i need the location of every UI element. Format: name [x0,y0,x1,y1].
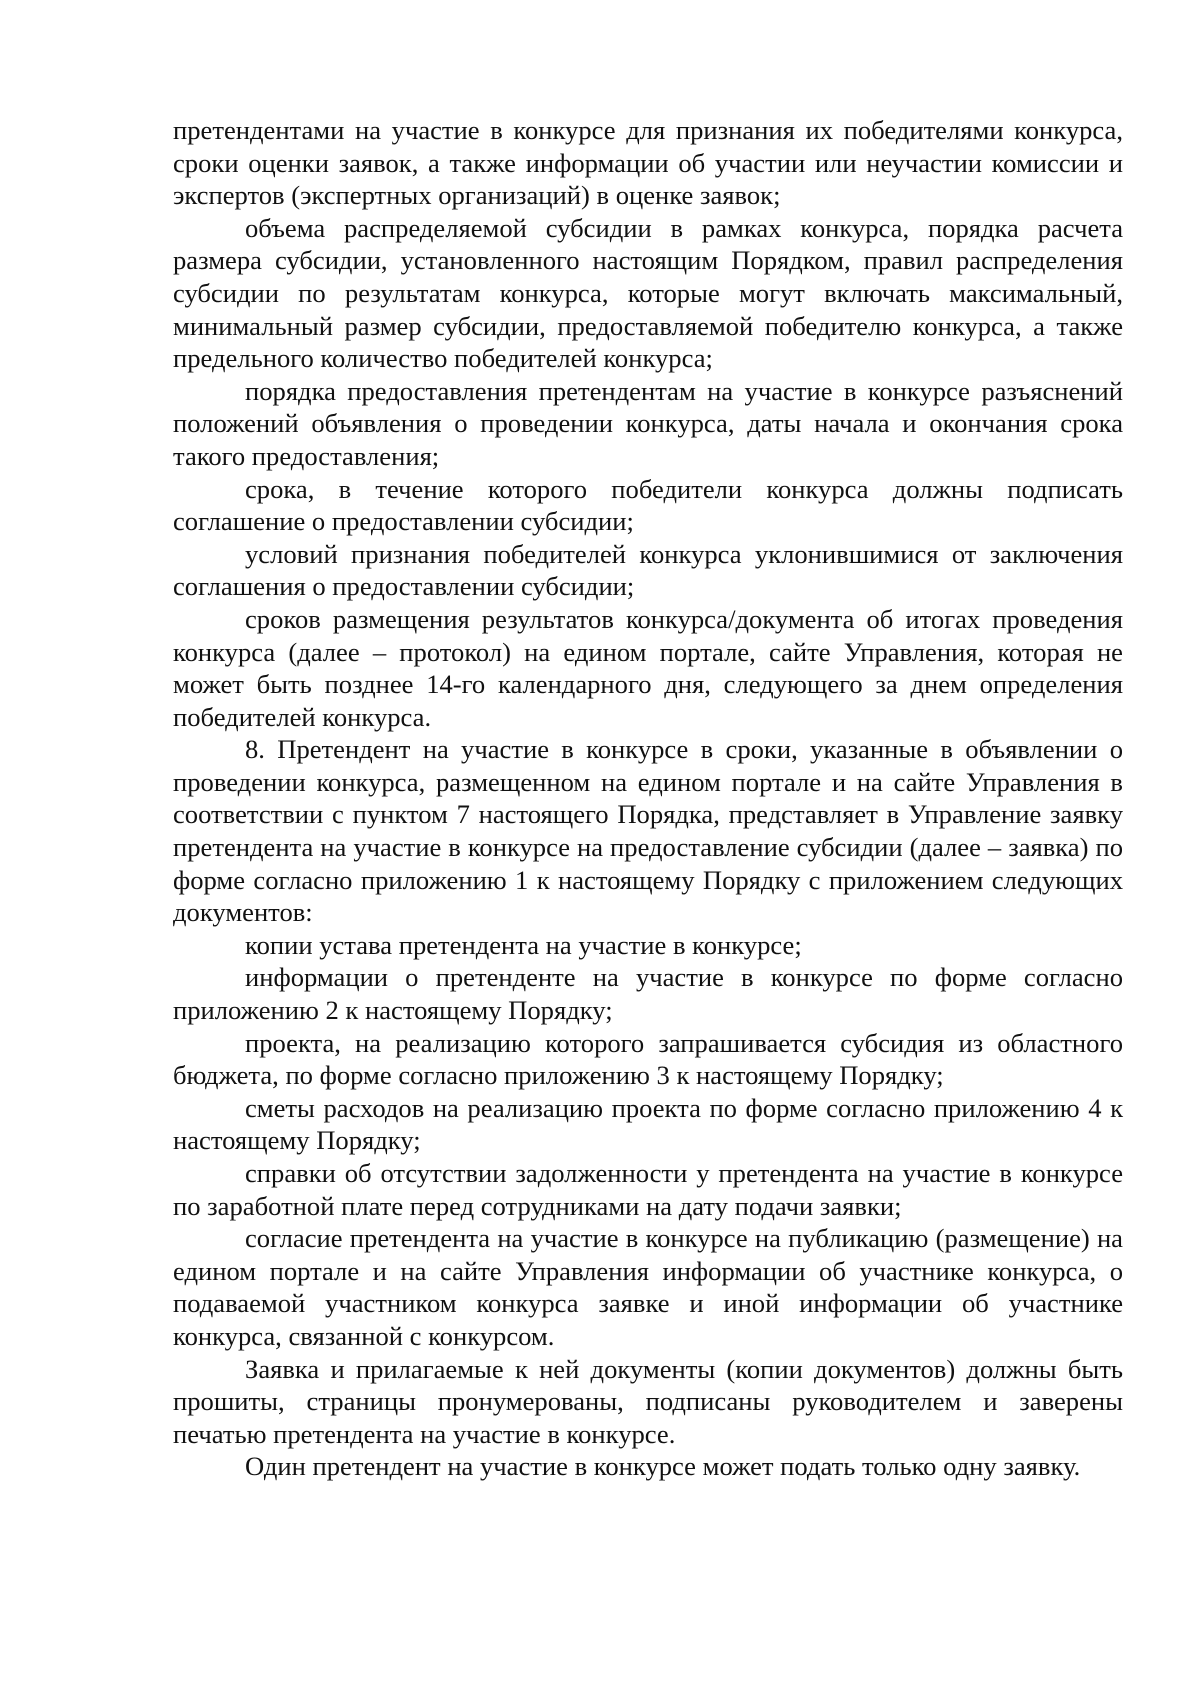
list-item-cost-estimate: сметы расходов на реализацию проекта по форме согласно приложению 4 к настоящему Порядку; [173,1092,1123,1156]
document-body [173,114,1123,1483]
paragraph-clause-8: 8. Претендент на участие в конкурсе в сроки, указанные в объявлении о проведении конкурса, размещенном на едином портале и на сайте Управления в соответствии с пунктом 7 настоящего Порядка, представляет в Управление заявку претендента на участие в конкурсе на предоставление субсидии (далее – заявка) по форме согласно приложению 1 к настоящему Порядку с приложением следующих документов: [173,734,1123,928]
paragraph-continuation: претендентами на участие в конкурсе для признания их победителями конкурса, сроки оценки заявок, а также информации об участии или неучастии комиссии и экспертов (экспертных организаций) в оценке заявок; [173,115,1123,211]
paragraph-results-publication: сроков размещения результатов конкурса/документа об итогах проведения конкурса (далее – протокол) на едином портале, сайте Управления, которая не может быть позднее 14-го календарного дня, следующего за днем определения победителей конкурса. [173,603,1123,732]
paragraph-agreement-term: срока, в течение которого победители конкурса должны подписать соглашение о предоставлении субсидии; [173,473,1123,537]
paragraph-evasion-conditions: условий признания победителей конкурса уклонившимися от заключения соглашения о предоставлении субсидии; [173,538,1123,602]
list-item-project: проекта, на реализацию которого запрашивается субсидия из областного бюджета, по форме согласно приложению 3 к настоящему Порядку; [173,1027,1123,1091]
list-item-charter-copy: копии устава претендента на участие в конкурсе; [245,929,802,960]
list-item-publication-consent: согласие претендента на участие в конкурсе на публикацию (размещение) на едином портале и на сайте Управления информации об участнике конкурса, о подаваемой участником конкурса заявке и иной информации об участнике конкурса, связанной с конкурсом. [173,1223,1123,1351]
paragraph-subsidy-volume: объема распределяемой субсидии в рамках конкурса, порядка расчета размера субсидии, установленного настоящим Порядком, правил распределения субсидии по результатам конкурса, которые могут включать максимальный, минимальный размер субсидии, предоставляемой победителю конкурса, а также предельного количество победителей конкурса; [173,212,1123,374]
list-item-no-debt-certificate: справки об отсутствии задолженности у претендента на участие в конкурсе по заработной плате перед сотрудниками на дату подачи заявки; [173,1158,1123,1221]
paragraph-clarifications: порядка предоставления претендентам на участие в конкурсе разъяснений положений объявления о проведении конкурса, даты начала и окончания срока такого предоставления; [173,375,1123,471]
paragraph-single-application: Один претендент на участие в конкурсе может подать только одну заявку. [245,1451,1081,1482]
paragraph-binding-requirements: Заявка и прилагаемые к ней документы (копии документов) должны быть прошиты, страницы пронумерованы, подписаны руководителем и заверены печатью претендента на участие в конкурсе. [173,1353,1123,1449]
list-item-applicant-info: информации о претенденте на участие в конкурсе по форме согласно приложению 2 к настоящему Порядку; [173,962,1123,1026]
